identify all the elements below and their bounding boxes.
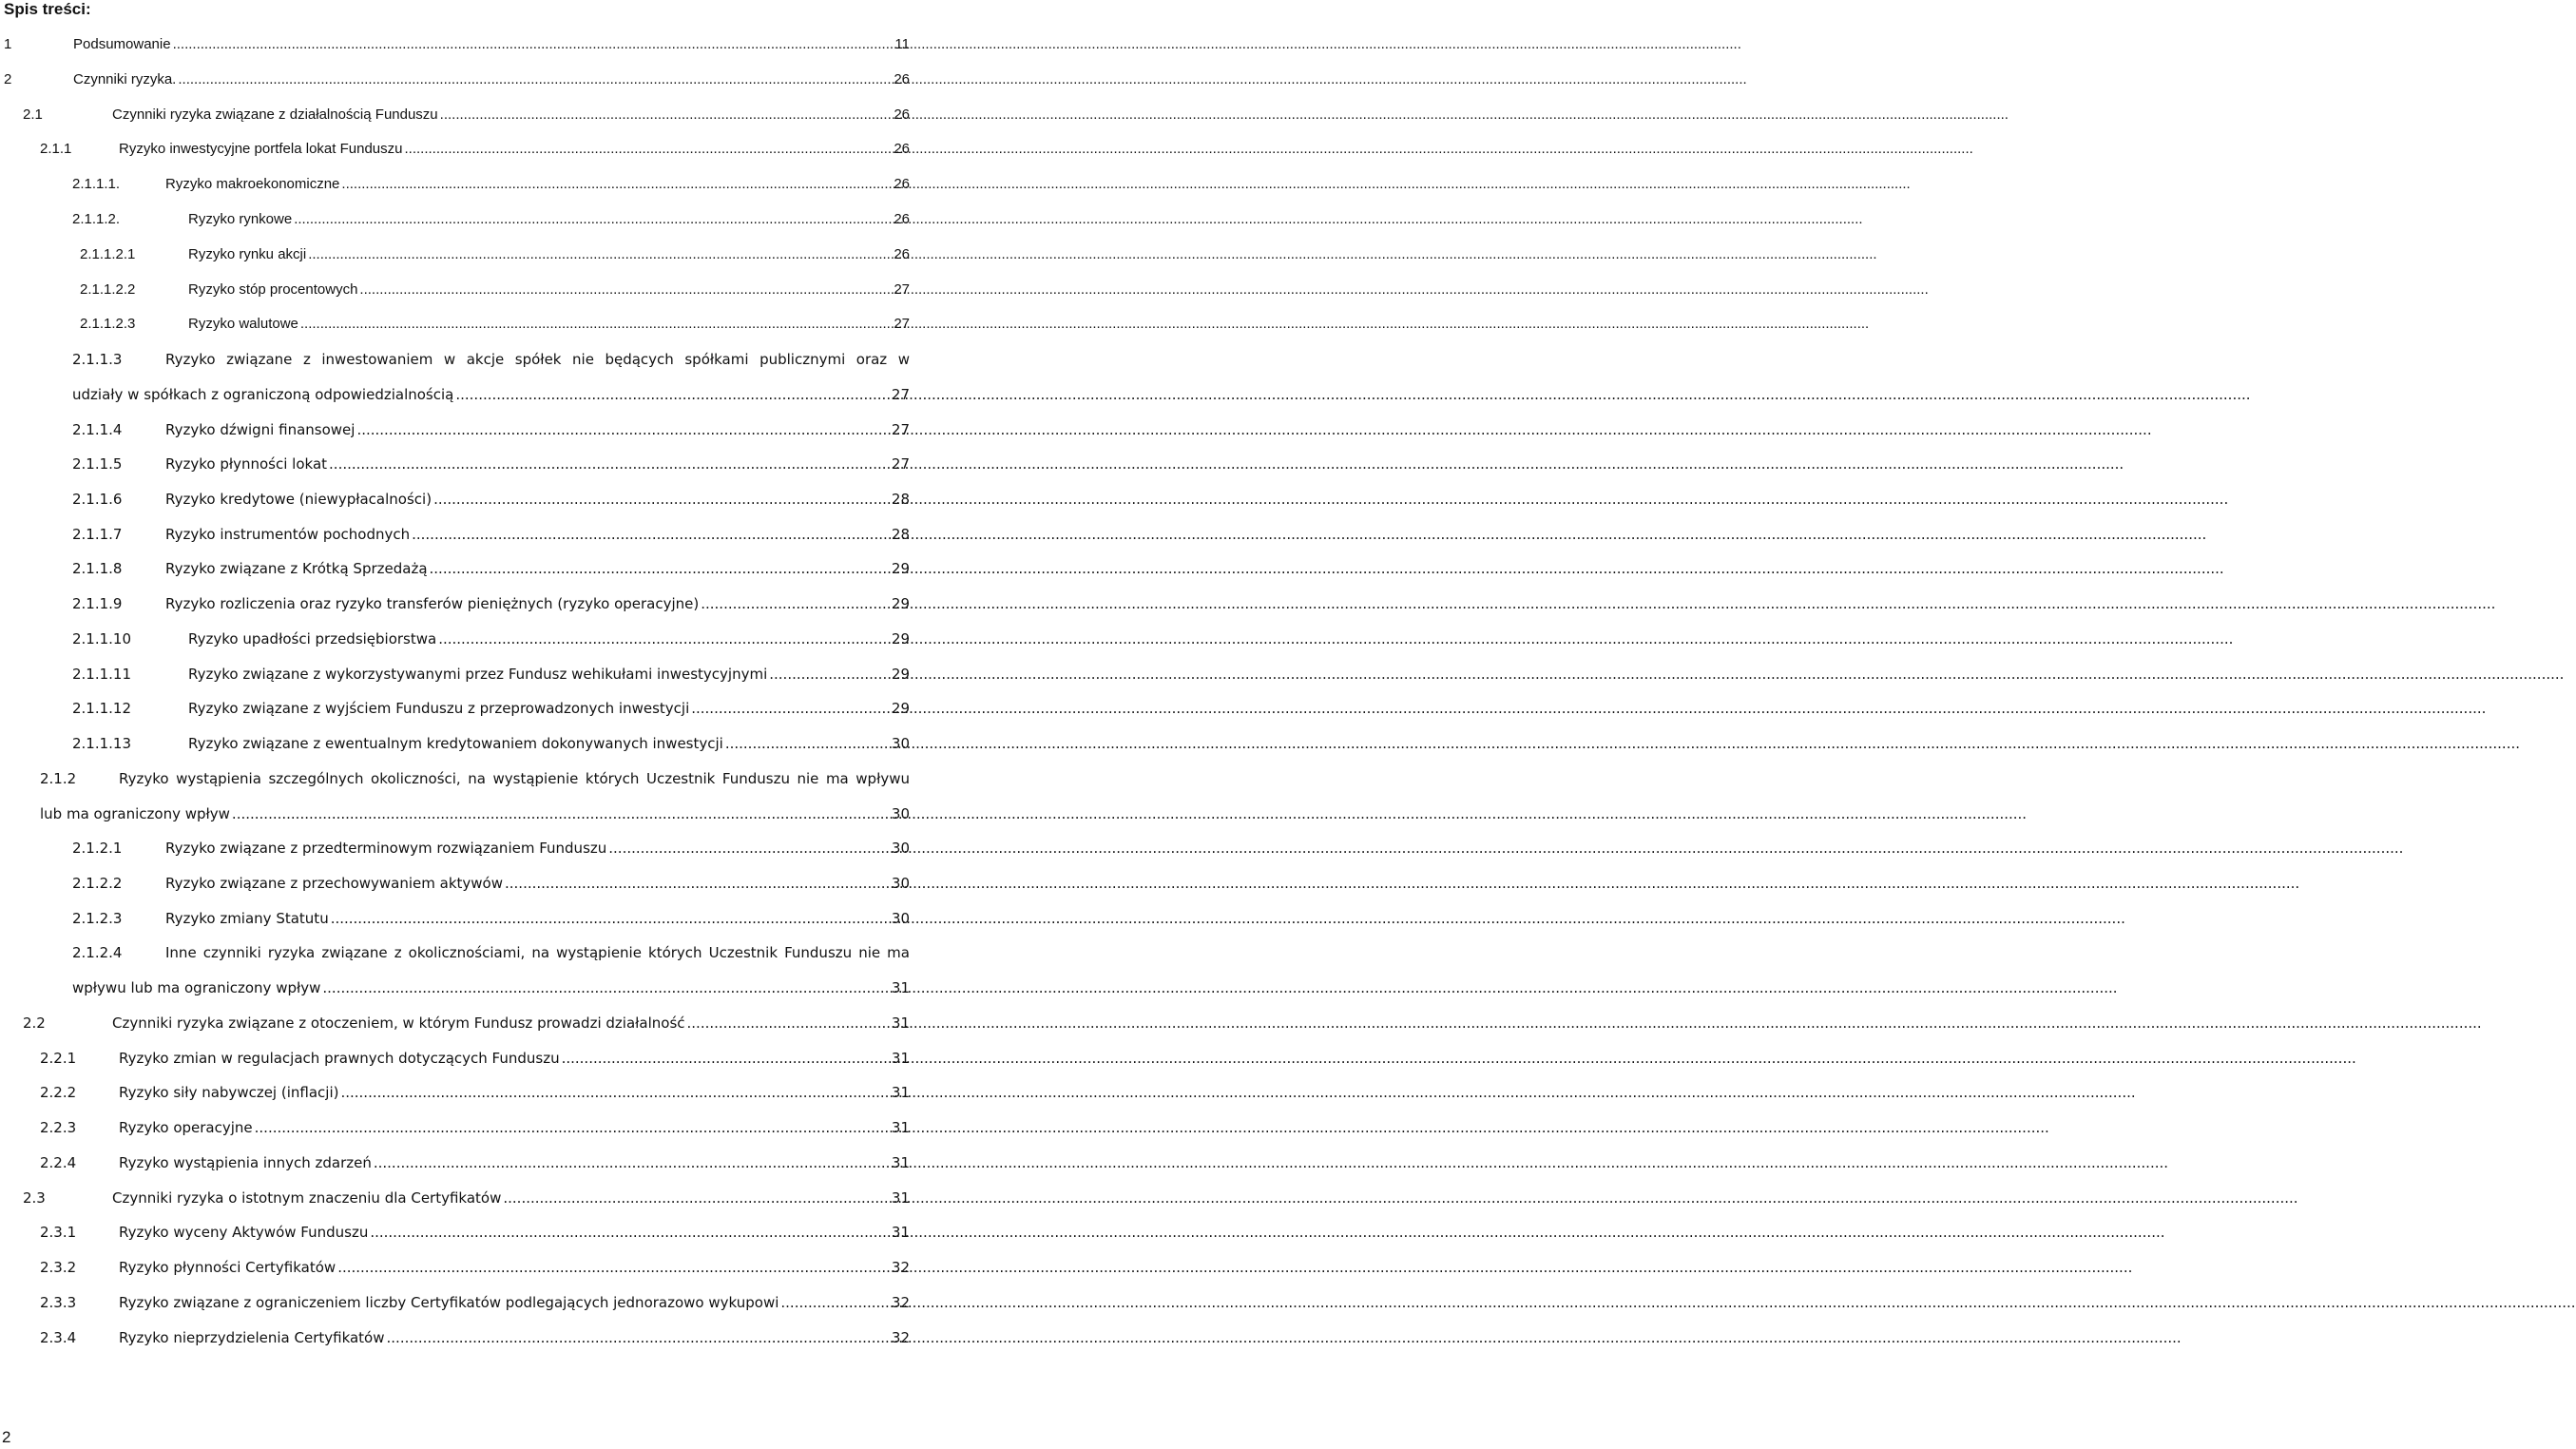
toc-entry-page: 29 (891, 630, 910, 647)
toc-entry-label: Ryzyko dźwigni finansowej (165, 421, 356, 438)
toc-entry[interactable] (0, 526, 913, 561)
toc-entry-page: 30 (891, 840, 910, 857)
toc-entry[interactable] (0, 1259, 913, 1294)
toc-leader-dots (294, 211, 892, 228)
toc-entry-page: 32 (891, 1329, 910, 1346)
toc-entry[interactable] (0, 455, 913, 491)
toc-entry-number: 2.1 (23, 106, 43, 123)
toc-entry-label: Ryzyko inwestycyjne portfela lokat Funduszu (119, 141, 403, 157)
toc-entry-number: 2.1.1.5 (72, 455, 123, 473)
toc-entry-page: 26 (894, 211, 910, 227)
toc-entry[interactable] (0, 875, 913, 910)
toc-entry[interactable] (0, 1084, 913, 1119)
toc-leader-dots (331, 910, 890, 927)
toc-leader-dots (503, 1189, 890, 1207)
toc-leader-dots (255, 1119, 890, 1136)
page-number: 2 (2, 1428, 11, 1446)
toc-entry-page: 31 (891, 1014, 910, 1032)
toc-entry-page: 27 (894, 316, 910, 332)
toc-entry-page: 30 (891, 910, 910, 927)
toc-leader-dots (300, 316, 892, 333)
toc-entry-page: 26 (894, 71, 910, 87)
toc-entry-page: 11 (894, 36, 910, 52)
toc-entry-number: 2.1.1.13 (72, 735, 132, 752)
toc-entry[interactable] (0, 316, 913, 351)
toc-entry[interactable] (0, 141, 913, 176)
toc-entry-label: Ryzyko zmiany Statutu (165, 910, 329, 927)
toc-entry-label: Ryzyko siły nabywczej (inflacji) (119, 1084, 339, 1101)
toc-entry-page: 32 (891, 1259, 910, 1276)
toc-entry[interactable] (0, 630, 913, 666)
toc-entry-number: 2.1.1.1. (72, 176, 121, 192)
toc-leader-dots (430, 560, 890, 577)
toc-leader-dots (769, 666, 890, 683)
toc-leader-dots (329, 455, 890, 473)
toc-leader-dots (232, 805, 890, 822)
toc-entry-page: 31 (891, 1050, 910, 1067)
toc-entry-number: 2.3.3 (40, 1294, 77, 1311)
toc-entry-label: Ryzyko wyceny Aktywów Funduszu (119, 1224, 369, 1241)
toc-entry-number: 2.1.1.4 (72, 421, 123, 438)
toc-entry-number: 2.1.2.3 (72, 910, 123, 927)
toc-entry[interactable] (0, 421, 913, 456)
toc-entry-page: 31 (891, 1154, 910, 1171)
toc-entry-page: 27 (891, 455, 910, 473)
toc-entry-number: 2.1.2.1 (72, 840, 123, 857)
toc-entry-page: 31 (891, 1084, 910, 1101)
toc-entry-continuation[interactable] (0, 979, 913, 1014)
toc-entry[interactable] (0, 1189, 913, 1225)
toc-entry[interactable] (0, 351, 913, 386)
toc-entry-page: 29 (891, 560, 910, 577)
toc-entry-number: 2.1.1.3 (72, 351, 123, 368)
toc-entry-page: 26 (894, 246, 910, 262)
toc-entry-page: 28 (891, 491, 910, 508)
toc-leader-dots (340, 1084, 889, 1101)
toc-entry-label: Ryzyko rozliczenia oraz ryzyko transferów pieniężnych (ryzyko operacyjne) (165, 595, 700, 612)
toc-entry-page: 29 (891, 595, 910, 612)
toc-entry[interactable] (0, 176, 913, 211)
toc-leader-dots (356, 421, 889, 438)
toc-leader-dots (178, 71, 892, 88)
toc-entry-page: 30 (891, 875, 910, 892)
toc-entry-label-continued: wpływu lub ma ograniczony wpływ (72, 979, 321, 996)
toc-leader-dots (433, 491, 890, 508)
toc-entry-label: Ryzyko związane z przechowywaniem aktywów (165, 875, 503, 892)
toc-entry-page: 27 (891, 386, 910, 403)
toc-entry-label: Ryzyko operacyjne (119, 1119, 253, 1136)
toc-entry-label-continued: udziały w spółkach z ograniczoną odpowiedzialnością (72, 386, 454, 403)
toc-leader-dots (322, 979, 890, 996)
toc-entry-page: 30 (891, 805, 910, 822)
toc-entry[interactable] (0, 106, 913, 142)
toc-entry-page: 29 (891, 700, 910, 717)
toc-entry-label: Podsumowanie (73, 36, 171, 52)
toc-entry-label: Ryzyko makroekonomiczne (165, 176, 340, 192)
toc-entry-number: 1 (4, 36, 12, 52)
toc-entry[interactable] (0, 1224, 913, 1259)
toc-entry[interactable] (0, 910, 913, 945)
toc-leader-dots (691, 700, 890, 717)
toc-entry-number: 2.3 (23, 1189, 46, 1207)
toc-leader-dots (687, 1014, 890, 1032)
toc-entry-page: 27 (891, 421, 910, 438)
toc-entry-page: 32 (891, 1294, 910, 1311)
toc-entry-number: 2.1.1.6 (72, 491, 123, 508)
toc-entry-label: Ryzyko stóp procentowych (188, 281, 358, 298)
toc-entry-label: Ryzyko rynkowe (188, 211, 293, 227)
toc-entry-number: 2.3.4 (40, 1329, 77, 1346)
toc-entry[interactable] (0, 595, 913, 630)
toc-entry-label: Ryzyko wystąpienia innych zdarzeń (119, 1154, 372, 1171)
toc-title: Spis treści: (4, 0, 91, 18)
toc-entry-label: Czynniki ryzyka związane z otoczeniem, w którym Fundusz prowadzi działalność (112, 1014, 685, 1032)
toc-entry-label: Ryzyko związane z Krótką Sprzedażą (165, 560, 428, 577)
toc-entry[interactable] (0, 700, 913, 735)
toc-leader-dots (359, 281, 892, 299)
toc-leader-dots (337, 1259, 890, 1276)
toc-leader-dots (780, 1294, 890, 1311)
toc-entry-page: 30 (891, 735, 910, 752)
toc-entry-number: 2.2.2 (40, 1084, 77, 1101)
toc-entry-page: 26 (894, 141, 910, 157)
toc-entry[interactable] (0, 944, 913, 979)
toc-entry-continuation[interactable] (0, 805, 913, 840)
toc-entry-label: Ryzyko zmian w regulacjach prawnych dotyczących Funduszu (119, 1050, 560, 1067)
toc-entry[interactable] (0, 770, 913, 805)
toc-entry-number: 2.1.2.4 (72, 944, 123, 961)
toc-entry-number: 2.1.1.10 (72, 630, 132, 647)
toc-entry-label: Ryzyko związane z przedterminowym rozwiązaniem Funduszu (165, 840, 607, 857)
toc-leader-dots (404, 141, 892, 158)
toc-entry-number: 2.1.1.7 (72, 526, 123, 543)
toc-entry-label: Inne czynniki ryzyka związane z okolicznościami, na wystąpienie których Uczestnik Funduszu nie ma (165, 944, 910, 961)
toc-entry-page: 31 (891, 1119, 910, 1136)
toc-entry-label: Ryzyko kredytowe (niewypłacalności) (165, 491, 433, 508)
toc-leader-dots (412, 526, 890, 543)
toc-entry-label: Ryzyko płynności Certyfikatów (119, 1259, 336, 1276)
toc-leader-dots (505, 875, 890, 892)
toc-entry-number: 2.1.1.2.1 (80, 246, 136, 262)
toc-entry-label: Ryzyko nieprzydzielenia Certyfikatów (119, 1329, 385, 1346)
toc-leader-dots (455, 386, 890, 403)
toc-entry-number: 2.2 (23, 1014, 46, 1032)
toc-entry-page: 31 (891, 979, 910, 996)
toc-entry-label: Ryzyko rynku akcji (188, 246, 307, 262)
toc-entry-label: Ryzyko związane z wyjściem Funduszu z przeprowadzonych inwestycji (188, 700, 690, 717)
toc-entry-page: 31 (891, 1224, 910, 1241)
toc-entry-label: Czynniki ryzyka. (73, 71, 177, 87)
toc-leader-dots (725, 735, 890, 752)
toc-entry-number: 2.2.1 (40, 1050, 77, 1067)
toc-entry-number: 2.1.1.12 (72, 700, 132, 717)
toc-leader-dots (374, 1154, 890, 1171)
toc-entry[interactable] (0, 211, 913, 246)
toc-entry[interactable] (0, 281, 913, 317)
toc-entry[interactable] (0, 666, 913, 701)
toc-entry[interactable] (0, 1119, 913, 1154)
toc-entry-label: Ryzyko instrumentów pochodnych (165, 526, 411, 543)
toc-entry[interactable] (0, 840, 913, 875)
toc-entry-page: 26 (894, 176, 910, 192)
toc-entry-label: Ryzyko związane z wykorzystywanymi przez Fundusz wehikułami inwestycyjnymi (188, 666, 768, 683)
toc-entry-label: Ryzyko związane z ewentualnym kredytowaniem dokonywanych inwestycji (188, 735, 723, 752)
toc-entry-number: 2.1.1.2.2 (80, 281, 136, 298)
toc-entry[interactable] (0, 735, 913, 770)
toc-entry[interactable] (0, 1294, 913, 1329)
toc-entry[interactable] (0, 1014, 913, 1050)
toc-entry-number: 2.3.2 (40, 1259, 77, 1276)
toc-leader-dots (440, 106, 893, 124)
toc-entry-number: 2.3.1 (40, 1224, 77, 1241)
toc-entry[interactable] (0, 491, 913, 526)
toc-entry[interactable] (0, 1329, 913, 1364)
toc-entry[interactable] (0, 1154, 913, 1189)
toc-entry-label: Ryzyko upadłości przedsiębiorstwa (188, 630, 437, 647)
toc-entry-page: 26 (894, 106, 910, 123)
toc-leader-dots (562, 1050, 890, 1067)
toc-entry-label: Ryzyko związane z inwestowaniem w akcje spółek nie będących spółkami publicznymi oraz w (165, 351, 910, 368)
toc-entry-number: 2.2.4 (40, 1154, 77, 1171)
toc-entry-page: 27 (894, 281, 910, 298)
toc-leader-dots (608, 840, 890, 857)
toc-entry-page: 29 (891, 666, 910, 683)
toc-entry[interactable] (0, 71, 913, 106)
toc-entry-label: Ryzyko wystąpienia szczególnych okoliczności, na wystąpienie których Uczestnik Funduszu nie ma wpływu (119, 770, 910, 787)
toc-entry-number: 2.1.1.2. (72, 211, 121, 227)
toc-entry-label: Czynniki ryzyka o istotnym znaczeniu dla Certyfikatów (112, 1189, 502, 1207)
toc-leader-dots (387, 1329, 890, 1346)
toc-entry-number: 2.1.1 (40, 141, 72, 157)
toc-entry-label: Ryzyko płynności lokat (165, 455, 328, 473)
toc-entry-number: 2.1.1.9 (72, 595, 123, 612)
toc-leader-dots (370, 1224, 890, 1241)
toc-entry[interactable] (0, 560, 913, 595)
toc-entry[interactable] (0, 246, 913, 281)
toc-leader-dots (438, 630, 890, 647)
toc-entry-number: 2.1.1.2.3 (80, 316, 136, 332)
toc-entry-number: 2.1.2 (40, 770, 77, 787)
toc-entry-label-continued: lub ma ograniczony wpływ (40, 805, 230, 822)
toc-entry-label: Ryzyko związane z ograniczeniem liczby Certyfikatów podlegających jednorazowo wykupowi (119, 1294, 779, 1311)
toc-entry[interactable] (0, 1050, 913, 1085)
toc-entry-number: 2.2.3 (40, 1119, 77, 1136)
toc-entry-number: 2.1.1.11 (72, 666, 132, 683)
toc-leader-dots (701, 595, 890, 612)
toc-entry-number: 2.1.2.2 (72, 875, 123, 892)
toc-entry-label: Ryzyko walutowe (188, 316, 298, 332)
toc-entry-number: 2.1.1.8 (72, 560, 123, 577)
toc-entry-number: 2 (4, 71, 12, 87)
toc-entry-page: 31 (891, 1189, 910, 1207)
toc-leader-dots (341, 176, 892, 193)
toc-entry-page: 28 (891, 526, 910, 543)
toc-leader-dots (173, 36, 894, 53)
toc-entry-continuation[interactable] (0, 386, 913, 421)
toc-entry-label: Czynniki ryzyka związane z działalnością Funduszu (112, 106, 438, 123)
toc-entry[interactable] (0, 36, 913, 71)
toc-leader-dots (308, 246, 892, 263)
